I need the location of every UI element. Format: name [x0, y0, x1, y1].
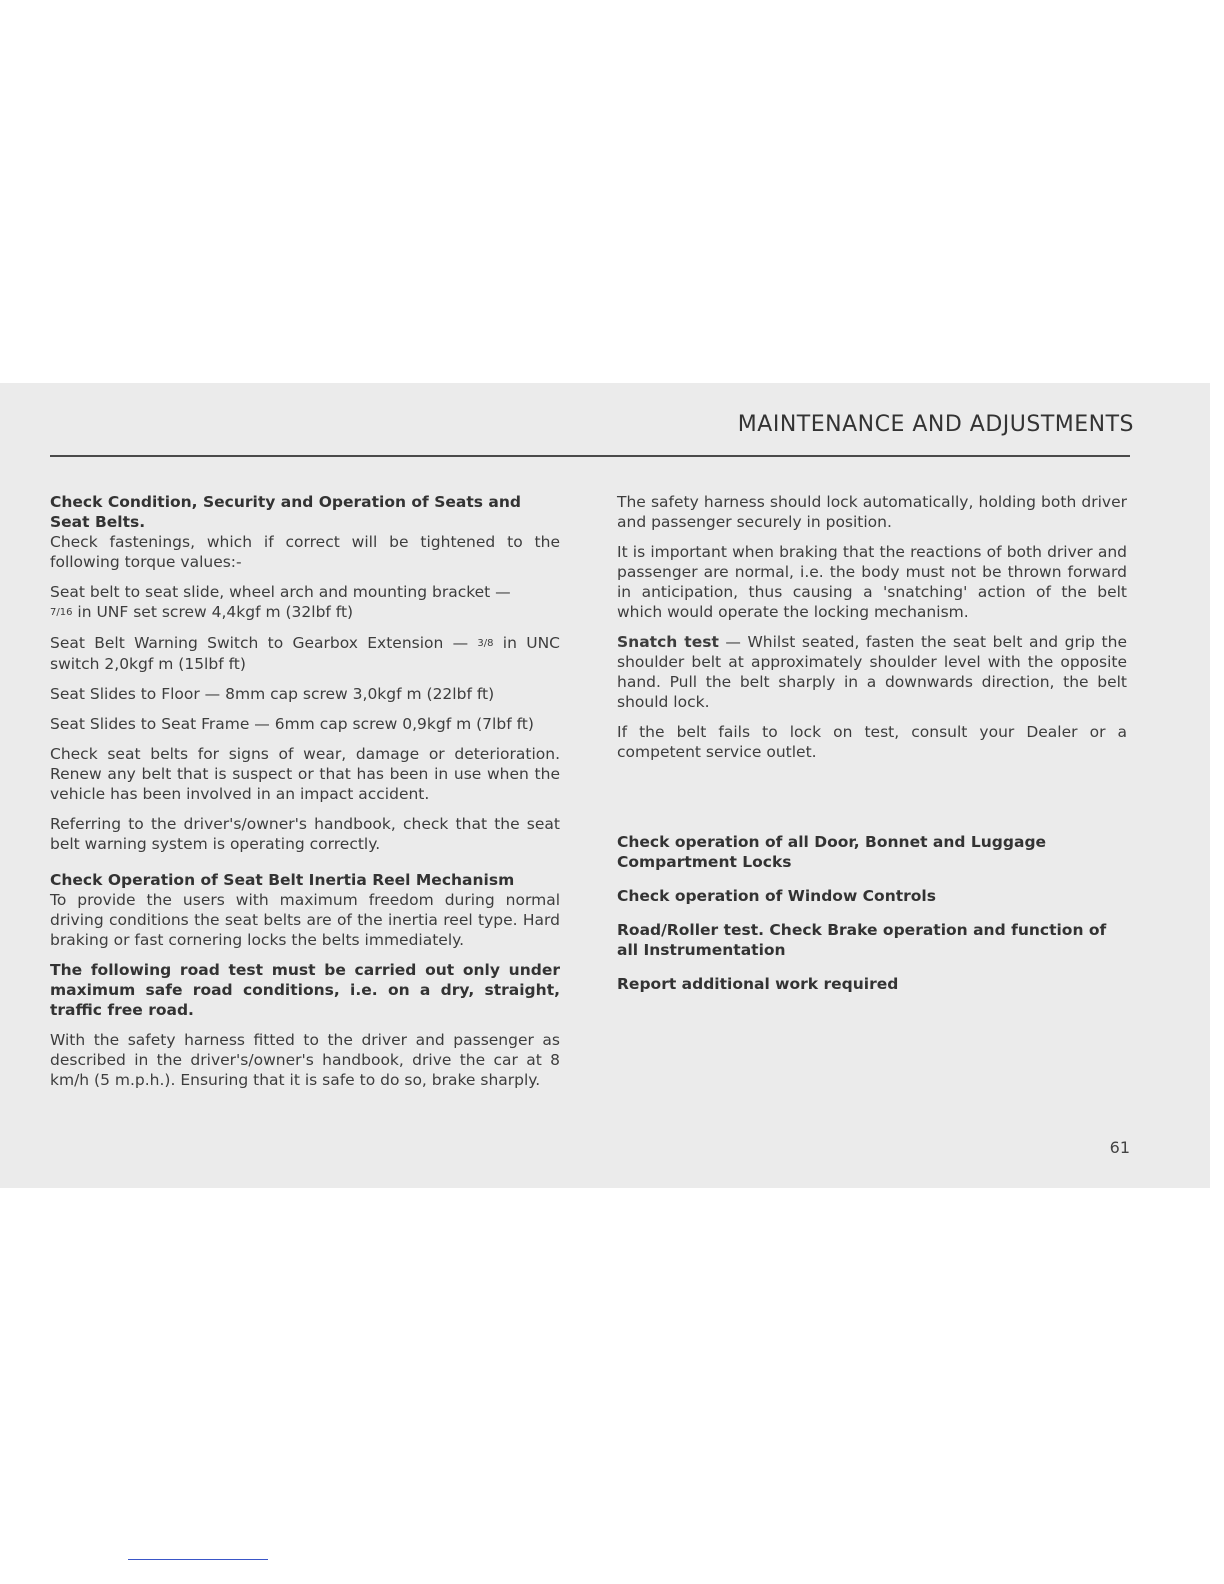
paragraph: With the safety harness fitted to the driver and passenger as described in the driver's/owner's handbook, drive the car at 8 km/h (5 m.p.h.). Ensuring that it is safe to do so, brake sharply.: [50, 1031, 560, 1089]
paragraph: Check seat belts for signs of wear, damage or deterioration. Renew any belt that is suspect or that has been in use when the vehicle has been involved in an impact accident.: [50, 745, 560, 803]
paragraph-torque-1: Seat belt to seat slide, wheel arch and mounting bracket — 7/16 in UNF set screw 4,4kgf m (32lbf ft): [50, 583, 511, 621]
paragraph-torque-4: Seat Slides to Seat Frame — 6mm cap screw 0,9kgf m (7lbf ft): [50, 715, 534, 733]
paragraph-snatch-test: Snatch test — Whilst seated, fasten the seat belt and grip the shoulder belt at approximately shoulder level with the opposite hand. Pull the belt sharply in a downwards direction, the belt should lock.: [617, 633, 1127, 711]
section-heading-seats: Check Condition, Security and Operation of Seats and Seat Belts.: [50, 493, 521, 531]
paragraph-torque-3: Seat Slides to Floor — 8mm cap screw 3,0kgf m (22lbf ft): [50, 685, 495, 703]
paragraph: Referring to the driver's/owner's handbook, check that the seat belt warning system is operating correctly.: [50, 815, 560, 853]
page-number: 61: [1109, 1138, 1130, 1157]
heading-report-work: Report additional work required: [617, 975, 899, 993]
right-column: [617, 492, 1127, 994]
footer-line: [128, 1559, 268, 1560]
paragraph: To provide the users with maximum freedom during normal driving conditions the seat belts are of the inertia reel type. Hard braking or fast cornering locks the belts immediately.: [50, 891, 560, 949]
page-header-title: MAINTENANCE AND ADJUSTMENTS: [737, 412, 1134, 437]
left-column: [50, 492, 560, 1100]
heading-locks: Check operation of all Door, Bonnet and Luggage Compartment Locks: [617, 833, 1047, 871]
heading-window-controls: Check operation of Window Controls: [617, 887, 936, 905]
snatch-test-label: Snatch test: [617, 633, 719, 651]
paragraph: It is important when braking that the reactions of both driver and passenger are normal, i.e. the body must not be thrown forward in anticipation, thus causing a 'snatching' action of the belt which would operate the locking mechanism.: [617, 543, 1127, 621]
warning-paragraph: The following road test must be carried out only under maximum safe road conditions, i.e. on a dry, straight, traffic free road.: [50, 961, 560, 1019]
paragraph: If the belt fails to lock on test, consult your Dealer or a competent service outlet.: [617, 723, 1127, 761]
section-heading-inertia-reel: Check Operation of Seat Belt Inertia Reel Mechanism: [50, 871, 515, 889]
heading-road-test: Road/Roller test. Check Brake operation and function of all Instrumentation: [617, 921, 1107, 959]
header-rule: [50, 455, 1130, 457]
paragraph: The safety harness should lock automatically, holding both driver and passenger securely in position.: [617, 493, 1127, 531]
fraction: 7/16: [50, 607, 73, 618]
fraction: 3/8: [477, 638, 494, 649]
paragraph: Check fastenings, which if correct will be tightened to the following torque values:-: [50, 533, 560, 571]
paragraph-torque-2: Seat Belt Warning Switch to Gearbox Extension — 3/8 in UNC switch 2,0kgf m (15lbf ft): [50, 634, 560, 673]
